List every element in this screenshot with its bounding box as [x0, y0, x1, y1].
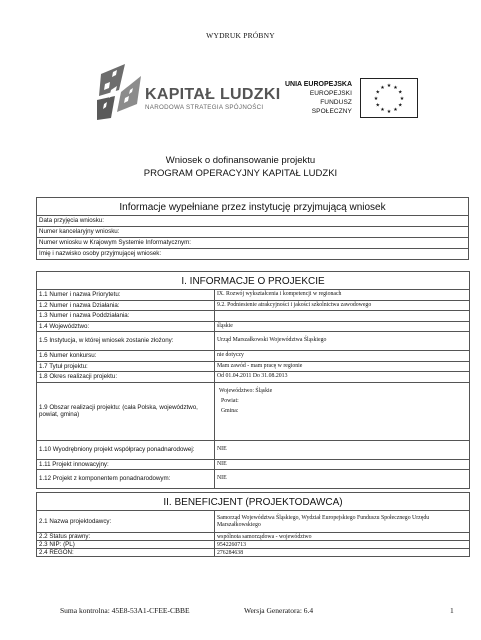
svg-text:★: ★ [380, 84, 385, 91]
table-row [37, 470, 470, 489]
field-label: 1.9 Obszar realizacji projektu: (cała Polska, województwo, powiat, gmina) [37, 382, 215, 440]
svg-text:★: ★ [373, 96, 379, 102]
document-title-line2: PROGRAM OPERACYJNY KAPITAŁ LUDZKI [143, 168, 338, 179]
intake-row-date: Data przyjęcia wniosku: [37, 216, 469, 227]
field-value [215, 311, 470, 322]
table-row [37, 533, 470, 541]
intake-row-receiver: Imię i nazwisko osoby przyjmującej wniosek: [37, 249, 469, 260]
intake-row-office-number: Numer kancelaryjny wniosku: [37, 227, 469, 238]
intake-info-table [36, 197, 469, 260]
area-voivodeship: Województwo: Śląskie [219, 387, 273, 394]
field-value: NIE [215, 470, 470, 489]
beneficiary-table [36, 492, 470, 557]
field-value [215, 382, 470, 440]
kapital-ludzki-subtitle: NARODOWA STRATEGIA SPÓJNOŚCI [145, 104, 264, 111]
table-row [37, 459, 470, 470]
svg-text:★: ★ [397, 89, 403, 96]
footer-checksum: Suma kontrolna: 45E8-53A1-CFEE-CBBE [60, 606, 190, 615]
field-value: 276284638 [215, 549, 470, 557]
table-row [37, 290, 470, 301]
svg-text:★: ★ [386, 83, 392, 89]
field-label: 2.4 REGON: [37, 549, 215, 557]
field-label: 1.7 Tytuł projektu: [37, 361, 215, 372]
svg-text:★: ★ [386, 109, 392, 115]
field-value: 9.2. Podniesienie atrakcyjności i jakości szkolnictwa zawodowego [215, 300, 470, 311]
beneficiary-heading: II. BENEFICJENT (PROJEKTODAWCA) [37, 493, 470, 511]
svg-text:★: ★ [397, 102, 403, 109]
field-value: Urząd Marszałkowski Województwa Śląskiego [215, 332, 470, 351]
field-label: 1.5 Instytucja, w której wniosek zostanie złożony: [37, 332, 215, 351]
field-value: śląskie [215, 321, 470, 332]
table-row [37, 440, 470, 459]
svg-text:★: ★ [375, 102, 381, 109]
eu-flag-icon [360, 78, 418, 118]
table-row [37, 511, 470, 533]
eu-logo [282, 78, 432, 120]
field-label: 1.2 Numer i nazwa Działania: [37, 300, 215, 311]
field-value: NIE [215, 440, 470, 459]
field-label: 2.2 Status prawny: [37, 533, 215, 541]
field-value: Mam zawód - mam pracę w regionie [215, 361, 470, 372]
svg-text:★: ★ [375, 89, 381, 96]
intake-row-ksi-number: Numer wniosku w Krajowym Systemie Informatycznym: [37, 238, 469, 249]
field-label: 1.8 Okres realizacji projektu: [37, 372, 215, 383]
field-value: nie dotyczy [215, 351, 470, 362]
field-label: 1.11 Projekt innowacyjny: [37, 459, 215, 470]
svg-text:★: ★ [399, 96, 405, 102]
footer-generator-version: Wersja Generatora: 6.4 [244, 606, 314, 615]
area-commune: Gmina: [221, 407, 239, 414]
field-label: 1.12 Projekt z komponentem ponadnarodowym: [37, 470, 215, 489]
table-row [37, 361, 470, 372]
field-value: NIE [215, 459, 470, 470]
document-title-line1: Wniosek o dofinansowanie projektu [165, 155, 316, 166]
project-info-heading: I. INFORMACJE O PROJEKCIE [37, 272, 470, 290]
field-value: IX. Rozwój wykształcenia i kompetencji w regionach [215, 290, 470, 301]
document-title [0, 154, 481, 180]
eu-logo-line2: EUROPEJSKI [309, 90, 352, 97]
table-row [37, 351, 470, 362]
field-label: 1.1 Numer i nazwa Priorytetu: [37, 290, 215, 301]
area-county: Powiat: [221, 397, 239, 404]
table-row [37, 332, 470, 351]
field-label: 1.10 Wyodrębniony projekt współpracy ponadnarodowej: [37, 440, 215, 459]
field-value: wspólnota samorządowa - województwo [215, 533, 470, 541]
project-info-table [36, 271, 470, 489]
field-value: 9542260713 [215, 541, 470, 549]
field-label: 1.3 Numer i nazwa Poddziałania: [37, 311, 215, 322]
footer-page-number: 1 [450, 606, 454, 615]
table-row [37, 541, 470, 549]
table-row [37, 549, 470, 557]
field-label: 1.4 Województwo: [37, 321, 215, 332]
kapital-ludzki-logo [97, 60, 281, 122]
field-value: Samorząd Województwa Śląskiego, Wydział Europejskiego Funduszu Społecznego Urzędu Marszałkowskiego [215, 511, 470, 533]
eu-logo-line3: FUNDUSZ SPOŁECZNY [311, 99, 352, 115]
svg-text:★: ★ [393, 84, 398, 91]
field-label: 2.3 NIP: (PL) [37, 541, 215, 549]
eu-logo-line1: UNIA EUROPEJSKA [284, 81, 352, 88]
intake-info-heading: Informacje wypełniane przez instytucję przyjmującą wniosek [37, 198, 469, 216]
field-label: 1.6 Numer konkursu: [37, 351, 215, 362]
table-row [37, 321, 470, 332]
kapital-ludzki-title: KAPITAŁ LUDZKI [145, 86, 281, 103]
svg-text:★: ★ [380, 107, 385, 114]
svg-text:★: ★ [393, 107, 398, 114]
field-label: 2.1 Nazwa projektodawcy: [37, 511, 215, 533]
field-value: Od 01.04.2011 Do 31.08.2013 [215, 372, 470, 383]
table-row [37, 382, 470, 440]
table-row [37, 372, 470, 383]
table-row [37, 311, 470, 322]
table-row [37, 300, 470, 311]
watermark-text: WYDRUK PRÓBNY [206, 31, 275, 40]
